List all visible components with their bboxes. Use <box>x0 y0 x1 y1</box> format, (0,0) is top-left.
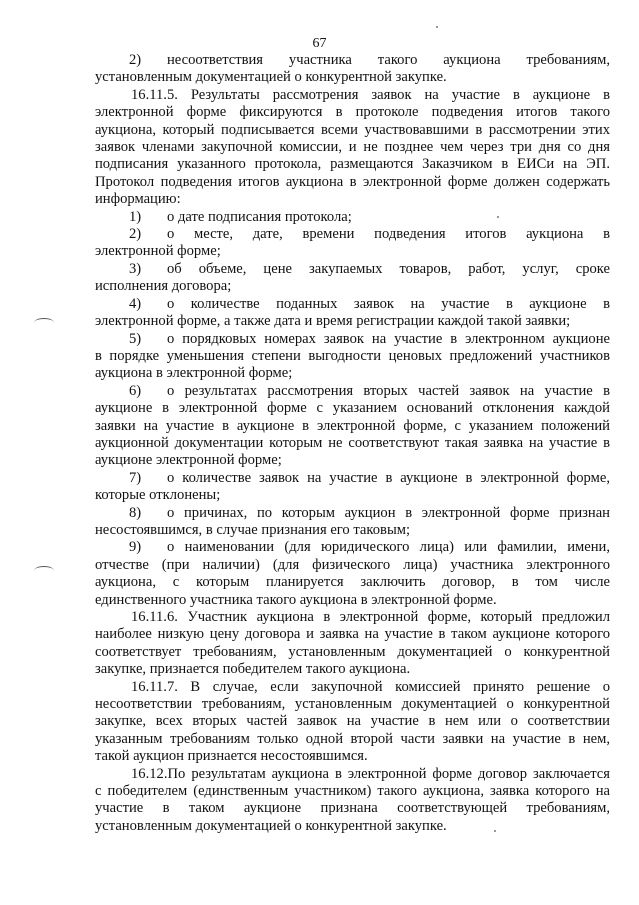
text-line: с победителем (единственным участником) такого аукциона, заявка которого на <box>95 783 610 800</box>
list-item <box>95 296 610 313</box>
text-line: заявки на участие в аукционе в электронной форме, с указанием положений <box>95 417 610 434</box>
text-line: электронной форме, а также дата и время регистрации каждой такой заявки; <box>95 313 571 330</box>
list-item-text: о количестве заявок на участие в аукционе в электронной форме, <box>167 469 610 486</box>
list-item <box>95 383 610 400</box>
list-item <box>95 209 610 226</box>
list-item-text: об объеме, цене закупаемых товаров, работ, услуг, сроке <box>167 260 610 277</box>
text-line: наиболее низкую цену договора и заявка на участие в таком аукционе которого <box>95 626 610 643</box>
list-item-text: о причинах, по которым аукцион в электронной форме признан <box>167 504 610 521</box>
list-item <box>95 331 610 348</box>
text-line: участие в таком аукционе признана соответствующей требованиям, <box>95 800 610 817</box>
text-line: которые отклонены; <box>95 487 221 504</box>
text-line: соответствует требованиям, установленным документацией о конкурентной <box>95 643 610 660</box>
text-line: аукциона в электронной форме; <box>95 365 293 382</box>
text-line: аукциона, с которым планируется заключить договор, в том числе <box>95 574 610 591</box>
text-line: несостоявшимся, в случае признания его таковым; <box>95 521 411 538</box>
list-item-number: 4) <box>129 295 142 312</box>
list-item-number: 5) <box>129 330 142 347</box>
list-item <box>95 539 610 556</box>
text-line: 16.11.5. Результаты рассмотрения заявок на участие в аукционе в <box>131 86 610 103</box>
text-line: исполнения договора; <box>95 278 232 295</box>
list-item-text: о количестве поданных заявок на участие в аукционе в <box>167 295 610 312</box>
list-item-text: о месте, дате, времени подведения итогов аукциона в <box>167 226 610 243</box>
text-line: закупке, признается победителем такого аукциона. <box>95 661 411 678</box>
text-line: электронной форме фиксируются в протоколе подведения итогов такого <box>95 104 610 121</box>
list-item-number: 2) <box>129 226 142 243</box>
scan-speck <box>436 26 438 28</box>
document-body <box>95 52 610 835</box>
text-line: 16.12.По результатам аукциона в электронной форме договор заключается <box>131 765 610 782</box>
text-line: указанным требованиям только одной второй части заявки на участие в нем, <box>95 730 610 747</box>
list-item <box>95 261 610 278</box>
list-item-number: 1) <box>129 208 142 225</box>
text-line: подписания указанного протокола, размещаются Заказчиком в ЕИСи на ЭП. <box>95 156 610 173</box>
list-item-number: 9) <box>129 539 142 556</box>
text-line: аукциона, который подписывается всеми участвовавшими в рассмотрении этих <box>95 121 610 138</box>
list-item-number: 6) <box>129 382 142 399</box>
list-item-text: о порядковых номерах заявок на участие в электронном аукционе <box>167 330 610 347</box>
list-item-text: о результатах рассмотрения вторых частей заявок на участие в <box>167 382 610 399</box>
text-line: 16.11.7. В случае, если закупочной комиссией принято решение о <box>131 678 610 695</box>
text-line: 16.11.6. Участник аукциона в электронной форме, который предложил <box>131 609 610 625</box>
list-item-number: 8) <box>129 504 142 521</box>
list-item <box>95 470 610 487</box>
page-number: 67 <box>312 36 327 51</box>
margin-mark <box>34 318 54 327</box>
text-line: информацию: <box>95 191 181 208</box>
list-item-text: несоответствия участника такого аукциона требованиям, <box>167 52 610 68</box>
text-line: в порядке уменьшения степени выгодности ценовых предложений участников <box>95 347 610 364</box>
text-line: аукционе электронной форме; <box>95 452 282 469</box>
text-line: заявок членами закупочной комиссии, и не позднее чем через три дня со дня <box>95 139 610 156</box>
text-line: Протокол подведения итогов аукциона в электронной форме должен содержать <box>95 173 610 190</box>
list-item-number: 3) <box>129 260 142 277</box>
text-line: аукционе в электронной форме с указанием оснований отклонения каждой <box>95 400 610 417</box>
text-line: установленным документацией о конкурентной закупке. <box>95 69 447 86</box>
text-line: отчестве (при наличии) (для физического лица) участника электронного <box>95 556 610 573</box>
list-item <box>95 226 610 243</box>
text-line: такой аукцион признается несостоявшимся. <box>95 748 368 765</box>
list-item-number: 2) <box>129 52 142 68</box>
text-line: закупке, всех вторых частей заявок на участие в нем или о соответствии <box>95 713 610 730</box>
list-item-text: о дате подписания протокола; <box>167 208 352 225</box>
margin-mark <box>34 566 54 575</box>
text-line: установленным документацией о конкурентной закупке. <box>95 817 447 834</box>
text-line: единственного участника такого аукциона в электронной форме. <box>95 591 497 608</box>
list-item-number: 7) <box>129 469 142 486</box>
text-line: электронной форме; <box>95 243 221 260</box>
list-item-text: о наименовании (для юридического лица) или фамилии, имени, <box>167 539 610 556</box>
text-line: несоответствии требованиям, установленным документацией о конкурентной <box>95 696 610 713</box>
list-item <box>95 505 610 522</box>
list-item <box>95 52 610 69</box>
text-line: аукционной документации которым не соответствуют такая заявка на участие в <box>95 434 610 451</box>
